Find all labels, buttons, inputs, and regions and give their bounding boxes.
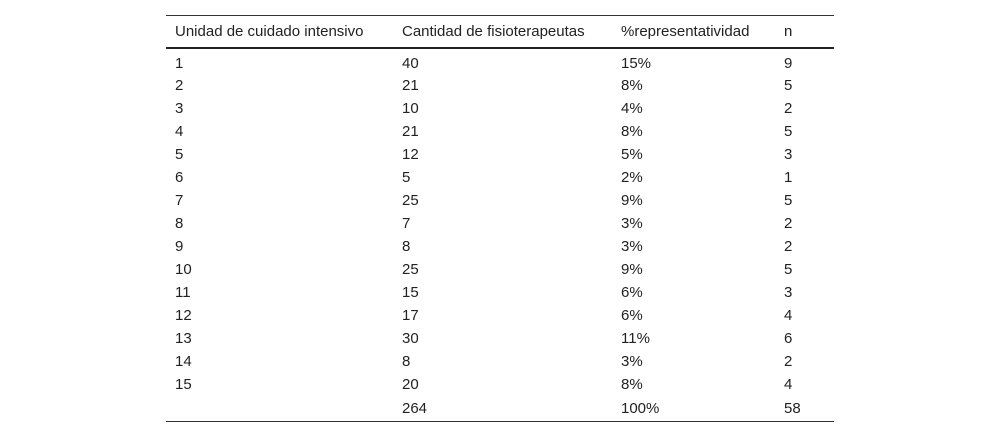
cell-n: 5 (784, 261, 793, 278)
cell-n: 1 (784, 169, 793, 186)
cell-representatividad: 2% (621, 169, 643, 186)
table-row (166, 304, 834, 327)
cell-representatividad: 9% (621, 261, 643, 278)
cell-cantidad: 40 (402, 54, 419, 72)
cell-n: 5 (784, 123, 793, 140)
cell-representatividad: 5% (621, 146, 643, 163)
table-row (166, 235, 834, 258)
cell-unidad: 5 (175, 146, 184, 163)
cell-representatividad: 11% (621, 330, 650, 347)
cell-cantidad: 21 (402, 123, 419, 140)
table-row (166, 166, 834, 189)
table-row (166, 189, 834, 212)
cell-cantidad: 17 (402, 307, 419, 324)
table-header (166, 16, 834, 49)
cell-unidad: 14 (175, 353, 192, 370)
table-row (166, 212, 834, 235)
header-n: n (784, 23, 793, 40)
header-cantidad: Cantidad de fisioterapeutas (402, 23, 585, 40)
cell-unidad: 10 (175, 261, 192, 278)
table-row (166, 74, 834, 97)
cell-representatividad: 8% (621, 77, 643, 94)
cell-cantidad: 25 (402, 261, 419, 278)
cell-cantidad: 10 (402, 100, 419, 117)
total-row (166, 396, 834, 422)
cell-cantidad: 7 (402, 215, 411, 232)
cell-unidad: 6 (175, 169, 184, 186)
cell-representatividad: 3% (621, 238, 643, 255)
data-table (166, 15, 834, 422)
cell-unidad: 12 (175, 307, 192, 324)
cell-cantidad: 15 (402, 284, 419, 301)
cell-unidad: 8 (175, 215, 184, 232)
cell-n: 3 (784, 284, 793, 301)
cell-cantidad: 30 (402, 330, 419, 347)
cell-unidad (166, 396, 393, 422)
cell-n: 4 (784, 376, 793, 393)
cell-representatividad: 100% (621, 400, 660, 417)
cell-unidad: 13 (175, 330, 192, 347)
table-row (166, 281, 834, 304)
cell-cantidad: 20 (402, 376, 419, 393)
cell-n: 6 (784, 330, 793, 347)
cell-cantidad: 264 (402, 400, 428, 417)
cell-unidad: 11 (175, 284, 191, 301)
cell-n: 58 (784, 400, 801, 417)
cell-cantidad: 12 (402, 146, 419, 163)
cell-representatividad: 15% (621, 54, 652, 72)
cell-unidad: 1 (175, 54, 184, 72)
table-row (166, 97, 834, 120)
cell-n: 5 (784, 192, 793, 209)
table-body (166, 48, 834, 422)
cell-representatividad: 6% (621, 284, 643, 301)
table-row (166, 373, 834, 396)
cell-representatividad: 4% (621, 100, 643, 117)
table-row (166, 48, 834, 74)
cell-unidad: 3 (175, 100, 184, 117)
cell-cantidad: 5 (402, 169, 411, 186)
cell-cantidad: 25 (402, 192, 419, 209)
cell-n: 9 (784, 54, 793, 72)
cell-n: 2 (784, 238, 793, 255)
table-row (166, 120, 834, 143)
header-representatividad: %representatividad (621, 23, 750, 40)
header-row (166, 16, 834, 49)
table-row (166, 350, 834, 373)
cell-n: 2 (784, 100, 793, 117)
cell-n: 3 (784, 146, 793, 163)
cell-representatividad: 3% (621, 215, 643, 232)
cell-unidad: 9 (175, 238, 184, 255)
cell-unidad: 2 (175, 77, 184, 94)
table-row (166, 258, 834, 281)
table-row (166, 327, 834, 350)
cell-cantidad: 8 (402, 238, 411, 255)
cell-representatividad: 9% (621, 192, 643, 209)
cell-n: 2 (784, 215, 793, 232)
cell-representatividad: 8% (621, 376, 643, 393)
cell-cantidad: 21 (402, 77, 419, 94)
cell-representatividad: 8% (621, 123, 643, 140)
cell-representatividad: 6% (621, 307, 643, 324)
cell-cantidad: 8 (402, 353, 411, 370)
cell-representatividad: 3% (621, 353, 643, 370)
cell-unidad: 4 (175, 123, 184, 140)
cell-unidad: 7 (175, 192, 184, 209)
data-table-container (166, 15, 834, 422)
cell-n: 2 (784, 353, 793, 370)
header-unidad: Unidad de cuidado intensivo (175, 23, 364, 40)
table-row (166, 143, 834, 166)
cell-n: 5 (784, 77, 793, 94)
cell-unidad: 15 (175, 376, 192, 393)
cell-n: 4 (784, 307, 793, 324)
